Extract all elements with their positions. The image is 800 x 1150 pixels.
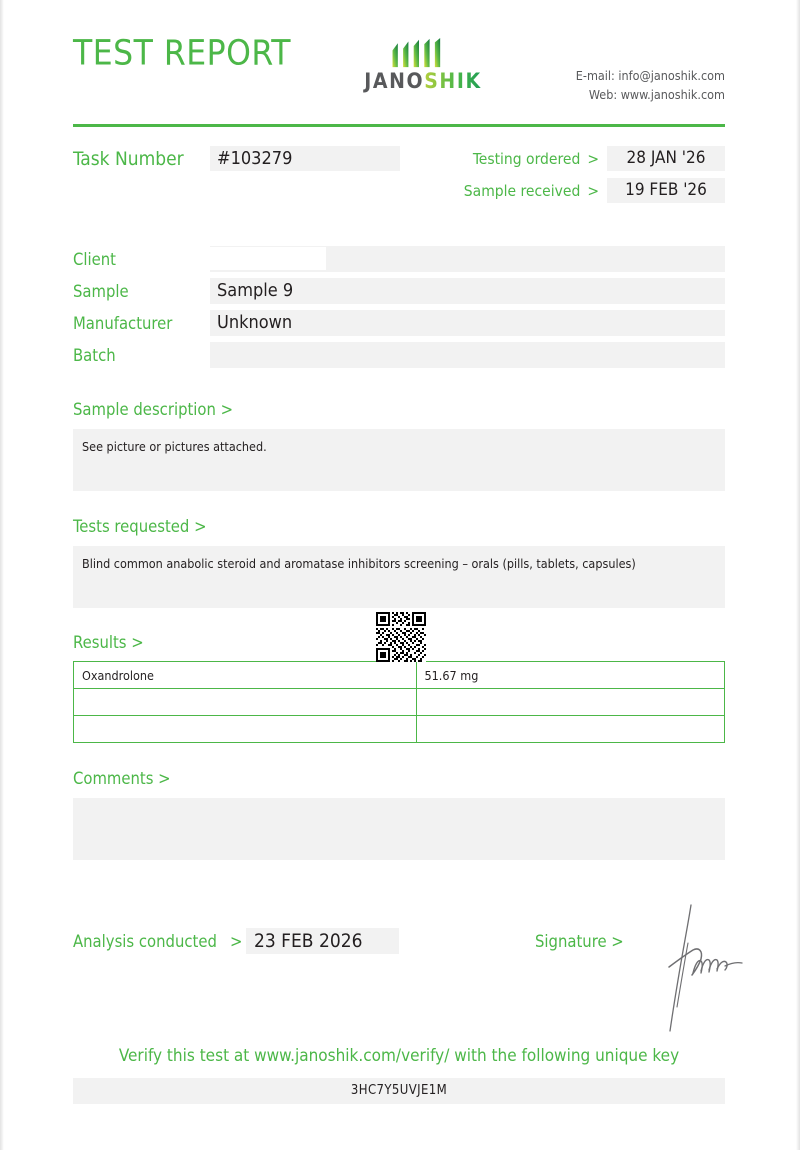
task-number-label: Task Number [73, 148, 184, 170]
batch-value [210, 342, 725, 368]
comments-heading: Comments > [73, 769, 171, 788]
client-label: Client [73, 250, 116, 269]
sample-label: Sample [73, 282, 129, 301]
bar-chart-mark-icon [389, 38, 456, 68]
field-row-client [73, 246, 725, 278]
tests-requested-text: Blind common anabolic steroid and aromatase inhibitors screening – orals (pills, tablets, capsules) [73, 546, 725, 608]
page-left-edge [0, 0, 4, 1150]
brand-wordmark-first: JANO [364, 69, 425, 93]
caret-icon: > [587, 181, 599, 200]
sample-received-label: Sample received [463, 181, 581, 200]
contact-info [576, 66, 725, 105]
page-right-edge [796, 0, 800, 1150]
field-row-sample [73, 278, 725, 310]
sample-description-section [73, 400, 725, 491]
unique-key-value: 3HC7Y5UVJE1M [73, 1078, 725, 1104]
result-amount: 51.67 mg [416, 662, 725, 689]
comments-text [73, 798, 725, 860]
verify-instruction: Verify this test at www.janoshik.com/verify/ with the following unique key [118, 1046, 680, 1066]
manufacturer-label: Manufacturer [73, 314, 173, 333]
results-table [73, 661, 725, 743]
date-group [395, 146, 725, 210]
testing-ordered-value: 28 JAN '26 [607, 146, 725, 171]
table-row [74, 689, 725, 716]
result-amount [416, 716, 725, 743]
sample-info-fields [73, 246, 725, 374]
testing-ordered-label: Testing ordered [472, 149, 581, 168]
result-amount [416, 689, 725, 716]
analysis-conducted-value: 23 FEB 2026 [246, 928, 399, 954]
report-header [73, 0, 725, 103]
page-title: TEST REPORT [73, 33, 291, 74]
brand-wordmark-second: SHIK [424, 69, 482, 93]
tests-requested-section [73, 517, 725, 608]
batch-label: Batch [73, 346, 116, 365]
analysis-signature-row [73, 928, 725, 1028]
client-redaction-box [210, 247, 326, 270]
field-row-batch [73, 342, 725, 374]
sample-description-heading: Sample description > [73, 400, 234, 419]
contact-web: Web: www.janoshik.com [588, 87, 725, 103]
results-heading: Results > [73, 633, 144, 652]
sample-description-text: See picture or pictures attached. [73, 429, 725, 491]
qr-code [376, 612, 426, 662]
signature-image [643, 903, 753, 1033]
table-row [74, 716, 725, 743]
task-row [73, 146, 725, 218]
analysis-conducted-label: Analysis conducted [73, 932, 217, 951]
comments-section [73, 769, 725, 860]
results-section [73, 633, 725, 743]
contact-email: E-mail: info@janoshik.com [575, 68, 725, 83]
brand-wordmark [343, 71, 503, 92]
brand-logo [343, 38, 503, 92]
sample-value: Sample 9 [210, 278, 725, 304]
table-row [74, 662, 725, 689]
report-body [73, 124, 725, 1104]
task-number-value: #103279 [210, 146, 400, 171]
field-row-manufacturer [73, 310, 725, 342]
manufacturer-value: Unknown [210, 310, 725, 336]
report-content [73, 0, 725, 103]
caret-icon: > [230, 932, 243, 951]
result-substance [74, 716, 417, 743]
date-row-ordered [395, 146, 725, 171]
date-row-received [395, 178, 725, 203]
result-substance [74, 689, 417, 716]
sample-received-value: 19 FEB '26 [607, 178, 725, 203]
tests-requested-heading: Tests requested > [73, 517, 207, 536]
signature-label: Signature > [535, 932, 624, 951]
result-substance: Oxandrolone [74, 662, 417, 689]
caret-icon: > [587, 149, 599, 168]
